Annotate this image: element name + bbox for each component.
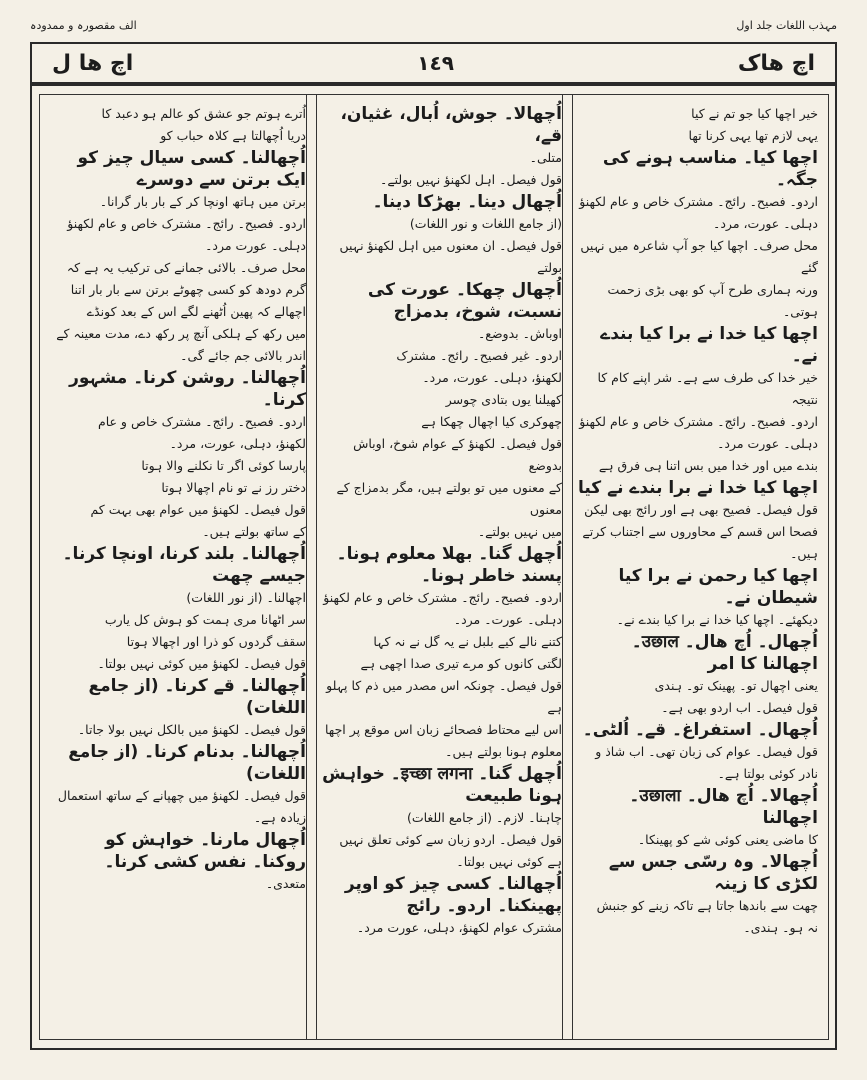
text-line: اچھالے کہ پھین اُٹھنے لگے اس کے بعد کونڈے xyxy=(86,304,306,319)
text-line: اردو۔ فصیح۔ رائج۔ مشترک خاص و عام لکھنؤ xyxy=(579,194,818,209)
text-line: قول فیصل۔ فصیح بھی ہے اور رائج بھی لیکن xyxy=(584,502,818,517)
header-left-word: اچ ھا ل xyxy=(52,50,134,76)
header-right-word: اچ ھاک xyxy=(737,50,815,76)
content-frame xyxy=(30,84,837,1050)
text-line: چھت سے باندھا جاتا ہے تاکہ زینے کو جنبش xyxy=(596,898,818,913)
text-line: قول فیصل۔ اہل لکھنؤ نہیں بولتے۔ xyxy=(380,172,562,187)
text-line: نادر کوئی بولتا ہے۔ xyxy=(717,766,818,781)
text-line: اچھا کیا خدا نے برا کیا بندے نے۔ xyxy=(600,324,818,366)
text-line: اُچھال۔ اُچ ھال۔ उछाल۔ اچھالنا کا امر xyxy=(631,632,818,674)
text-line: کا ماضی یعنی کوئی شے کو پھینکا۔ xyxy=(637,832,818,847)
text-line: ورنہ ہماری طرح آپ کو بھی بڑی زحمت ہوتی۔ xyxy=(607,282,818,319)
text-line: اُچھال دینا۔ بھڑکا دینا۔ xyxy=(372,192,562,212)
text-line: میں نہیں بولتے۔ xyxy=(477,524,562,539)
text-line: ہیں۔ xyxy=(790,546,818,561)
text-line: متعدی۔ xyxy=(265,876,306,891)
text-line: اچھا کیا خدا نے برا بندے نے کیا xyxy=(577,478,818,498)
text-line: کے معنوں میں تو بولتے ہیں، مگر بدمزاج کے معنوں xyxy=(336,480,562,517)
text-line: اُچھل گنا۔ بھلا معلوم ہونا۔ پسند خاطر ہونا۔ xyxy=(336,544,562,586)
text-line: اُچھالنا۔ کسی چیز کو اوپر پھینکنا۔ اردو۔ رائج xyxy=(344,874,562,916)
left-column xyxy=(39,94,317,1040)
section-label: الف مقصورہ و ممدودہ xyxy=(30,18,137,32)
text-line: خیر اچھا کیا جو تم نے کیا xyxy=(691,106,818,121)
text-line: اُچھالنا۔ روشن کرنا۔ مشہور کرنا۔ xyxy=(69,368,306,410)
book-title: مہذب اللغات جلد اول xyxy=(736,18,837,32)
text-line: نہ ہو۔ ہندی۔ xyxy=(743,920,818,935)
text-line: یعنی اچھال تو۔ پھینک تو۔ ہندی xyxy=(654,678,818,693)
text-line: سقف گردوں کو ذرا اور اچھالا ہوتا xyxy=(126,634,306,649)
text-line: یہی لازم تھا یہی کرنا تھا xyxy=(688,128,818,143)
right-column xyxy=(562,94,829,1040)
text-line: اُچھالنا۔ بلند کرنا، اونچا کرنا۔ جیسے چھت xyxy=(62,544,306,586)
page-header xyxy=(30,42,837,84)
text-line: لگتی کانوں کو مرے تیری صدا اچھی ہے xyxy=(360,656,562,671)
text-line: بندے میں اور خدا میں بس اتنا ہی فرق ہے xyxy=(598,458,818,473)
text-line: سر اٹھانا مری ہمت کو ہوش کل یارب xyxy=(104,612,306,627)
text-line: برتن میں ہاتھ اونچا کر کے بار بار گرانا۔ xyxy=(99,194,306,209)
text-line: قول فیصل۔ اردو زبان سے کوئی تعلق نہیں xyxy=(339,832,562,847)
text-line: خیر خدا کی طرف سے ہے۔ شر اپنے کام کا نتیجہ xyxy=(597,370,818,407)
page-number: ١٤٩ xyxy=(417,51,454,75)
text-line: قول فیصل۔ چونکہ اس مصدر میں ذم کا پہلو ہے xyxy=(326,678,562,715)
text-line: دیکھئے۔ اچھا کیا خدا نے برا کیا بندے نے۔ xyxy=(616,612,818,627)
text-line: اُچھال مارنا۔ خواہش کو روکنا۔ نفس کشی کرنا۔ xyxy=(104,830,306,872)
text-line: اس لیے محتاط فصحائے زبان اس موقع پر اچھا xyxy=(325,722,562,737)
text-line: اردو۔ فصیح۔ رائج۔ مشترک خاص و عام xyxy=(97,414,306,429)
text-line: قول فیصل۔ لکھنؤ میں چھپانے کے ساتھ استعمال زیادہ ہے۔ xyxy=(57,788,306,825)
text-line: قول فیصل۔ لکھنؤ میں کوئی نہیں بولتا۔ xyxy=(97,656,306,671)
text-line: قول فیصل۔ عوام کی زبان تھی۔ اب شاذ و xyxy=(595,744,818,759)
text-line: اردو۔ غیر فصیح۔ رائج۔ مشترک xyxy=(396,348,562,363)
text-line: اُچھل گنا۔ इच्छा लगना۔ خواہش ہونا طبیعت xyxy=(322,764,562,806)
text-line: فصحا اس قسم کے محاوروں سے اجتناب کرتے xyxy=(582,524,818,539)
text-line: اُچھال چھکا۔ عورت کی نسبت، شوخ، بدمزاج xyxy=(367,280,562,322)
text-line: لکھنؤ، دہلی۔ عورت، مرد۔ xyxy=(422,370,562,385)
text-line: قول فیصل۔ لکھنؤ کے عوام شوخ، اوباش بدوضع xyxy=(353,436,562,473)
text-line: اردو۔ فصیح۔ رائج۔ مشترک خاص و عام لکھنؤ xyxy=(67,216,306,231)
text-line: دہلی۔ عورت مرد۔ xyxy=(717,436,818,451)
text-line: (از جامع اللغات و نور اللغات) xyxy=(409,216,562,231)
text-line: گرم دودھ کو کسی چھوٹے برتن سے بار بار اتنا xyxy=(70,282,306,297)
text-line: دختر رز نے تو نام اچھالا ہوتا xyxy=(161,480,306,495)
text-line: اُترے ہوتم جو عشق کو عالم ہو دعبد کا xyxy=(101,106,306,121)
text-line: اندر بالائی جم جائے گی۔ xyxy=(180,348,306,363)
text-line: اُچھالنا۔ کسی سیال چیز کو ایک برتن سے دوسرے xyxy=(77,148,306,190)
text-line: لکھنؤ، دہلی، عورت، مرد۔ xyxy=(169,436,306,451)
running-head xyxy=(30,14,837,36)
text-line: دریا اُچھالتا ہے کلاہ حباب کو xyxy=(160,128,306,143)
text-line: قول فیصل۔ ان معنوں میں اہل لکھنؤ نہیں بولتے xyxy=(339,238,562,275)
text-line: اُچھالنا۔ بدنام کرنا۔ (از جامع اللغات) xyxy=(68,742,306,784)
text-line: معلوم ہونا بولتے ہیں۔ xyxy=(445,744,562,759)
text-line: دہلی۔ عورت۔ مرد۔ xyxy=(453,612,562,627)
text-line: قول فیصل۔ لکھنؤ میں بالکل نہیں بولا جاتا۔ xyxy=(77,722,306,737)
text-line: اردو۔ فصیح۔ رائج۔ مشترک خاص و عام لکھنؤ xyxy=(323,590,562,605)
text-line: ہے کوئی نہیں بولتا۔ xyxy=(456,854,562,869)
text-line: اُچھالا۔ جوش، اُبال، غثیان، قے، xyxy=(340,104,562,146)
text-line: کے ساتھ بولتے ہیں۔ xyxy=(202,524,306,539)
text-line: اُچھالا۔ وہ رسّی جس سے لکڑی کا زینہ xyxy=(608,852,818,894)
text-line: اُچھالنا۔ قے کرنا۔ (از جامع اللغات) xyxy=(88,676,306,718)
text-line: اچھا کیا رحمن نے برا کیا شیطان نے۔ xyxy=(618,566,818,608)
text-line: کتنے نالے کیے بلبل نے یہ گل نے نہ کہا xyxy=(373,634,562,649)
text-line: اُچھالا۔ اُچ ھال۔ उछाला۔ اچھالنا xyxy=(629,786,818,828)
text-line: چھوکری کیا اچھال چھکا ہے xyxy=(421,414,562,429)
text-line: اُچھال۔ استفراغ۔ قے۔ اُلٹی۔ xyxy=(582,720,818,740)
text-line: میں رکھ کے ہلکی آنچ پر رکھ دے، مدت معینہ کے xyxy=(56,326,306,341)
text-line: دہلی۔ عورت، مرد۔ xyxy=(713,216,818,231)
text-line: اردو۔ فصیح۔ رائج۔ مشترک خاص و عام لکھنؤ xyxy=(579,414,818,429)
text-line: متلی۔ xyxy=(529,150,562,165)
text-line: دہلی۔ عورت مرد۔ xyxy=(205,238,306,253)
text-line: پارسا کوئی اگر تا نکلنے والا ہوتا xyxy=(141,458,306,473)
text-line: قول فیصل۔ لکھنؤ میں عوام بھی بہت کم xyxy=(90,502,306,517)
middle-column xyxy=(306,94,573,1040)
text-line: قول فیصل۔ اب اردو بھی ہے۔ xyxy=(661,700,818,715)
text-line: اچھا کیا۔ مناسب ہونے کی جگہ۔ xyxy=(602,148,818,190)
text-line: مشترک عوام لکھنؤ، دہلی، عورت مرد۔ xyxy=(356,920,562,935)
text-line: کھیلنا یوں بتادی چوسر xyxy=(445,392,562,407)
text-line: محل صرف۔ بالائی جمانے کی ترکیب یہ ہے کہ xyxy=(66,260,306,275)
text-line: محل صرف۔ اچھا کیا جو آپ شاعرہ میں نہیں گئے xyxy=(580,238,818,275)
text-line: اچھالنا۔ (از نور اللغات) xyxy=(186,590,306,605)
text-line: چاہنا۔ لازم۔ (از جامع اللغات) xyxy=(406,810,562,825)
text-line: اوباش۔ بدوضع۔ xyxy=(477,326,562,341)
